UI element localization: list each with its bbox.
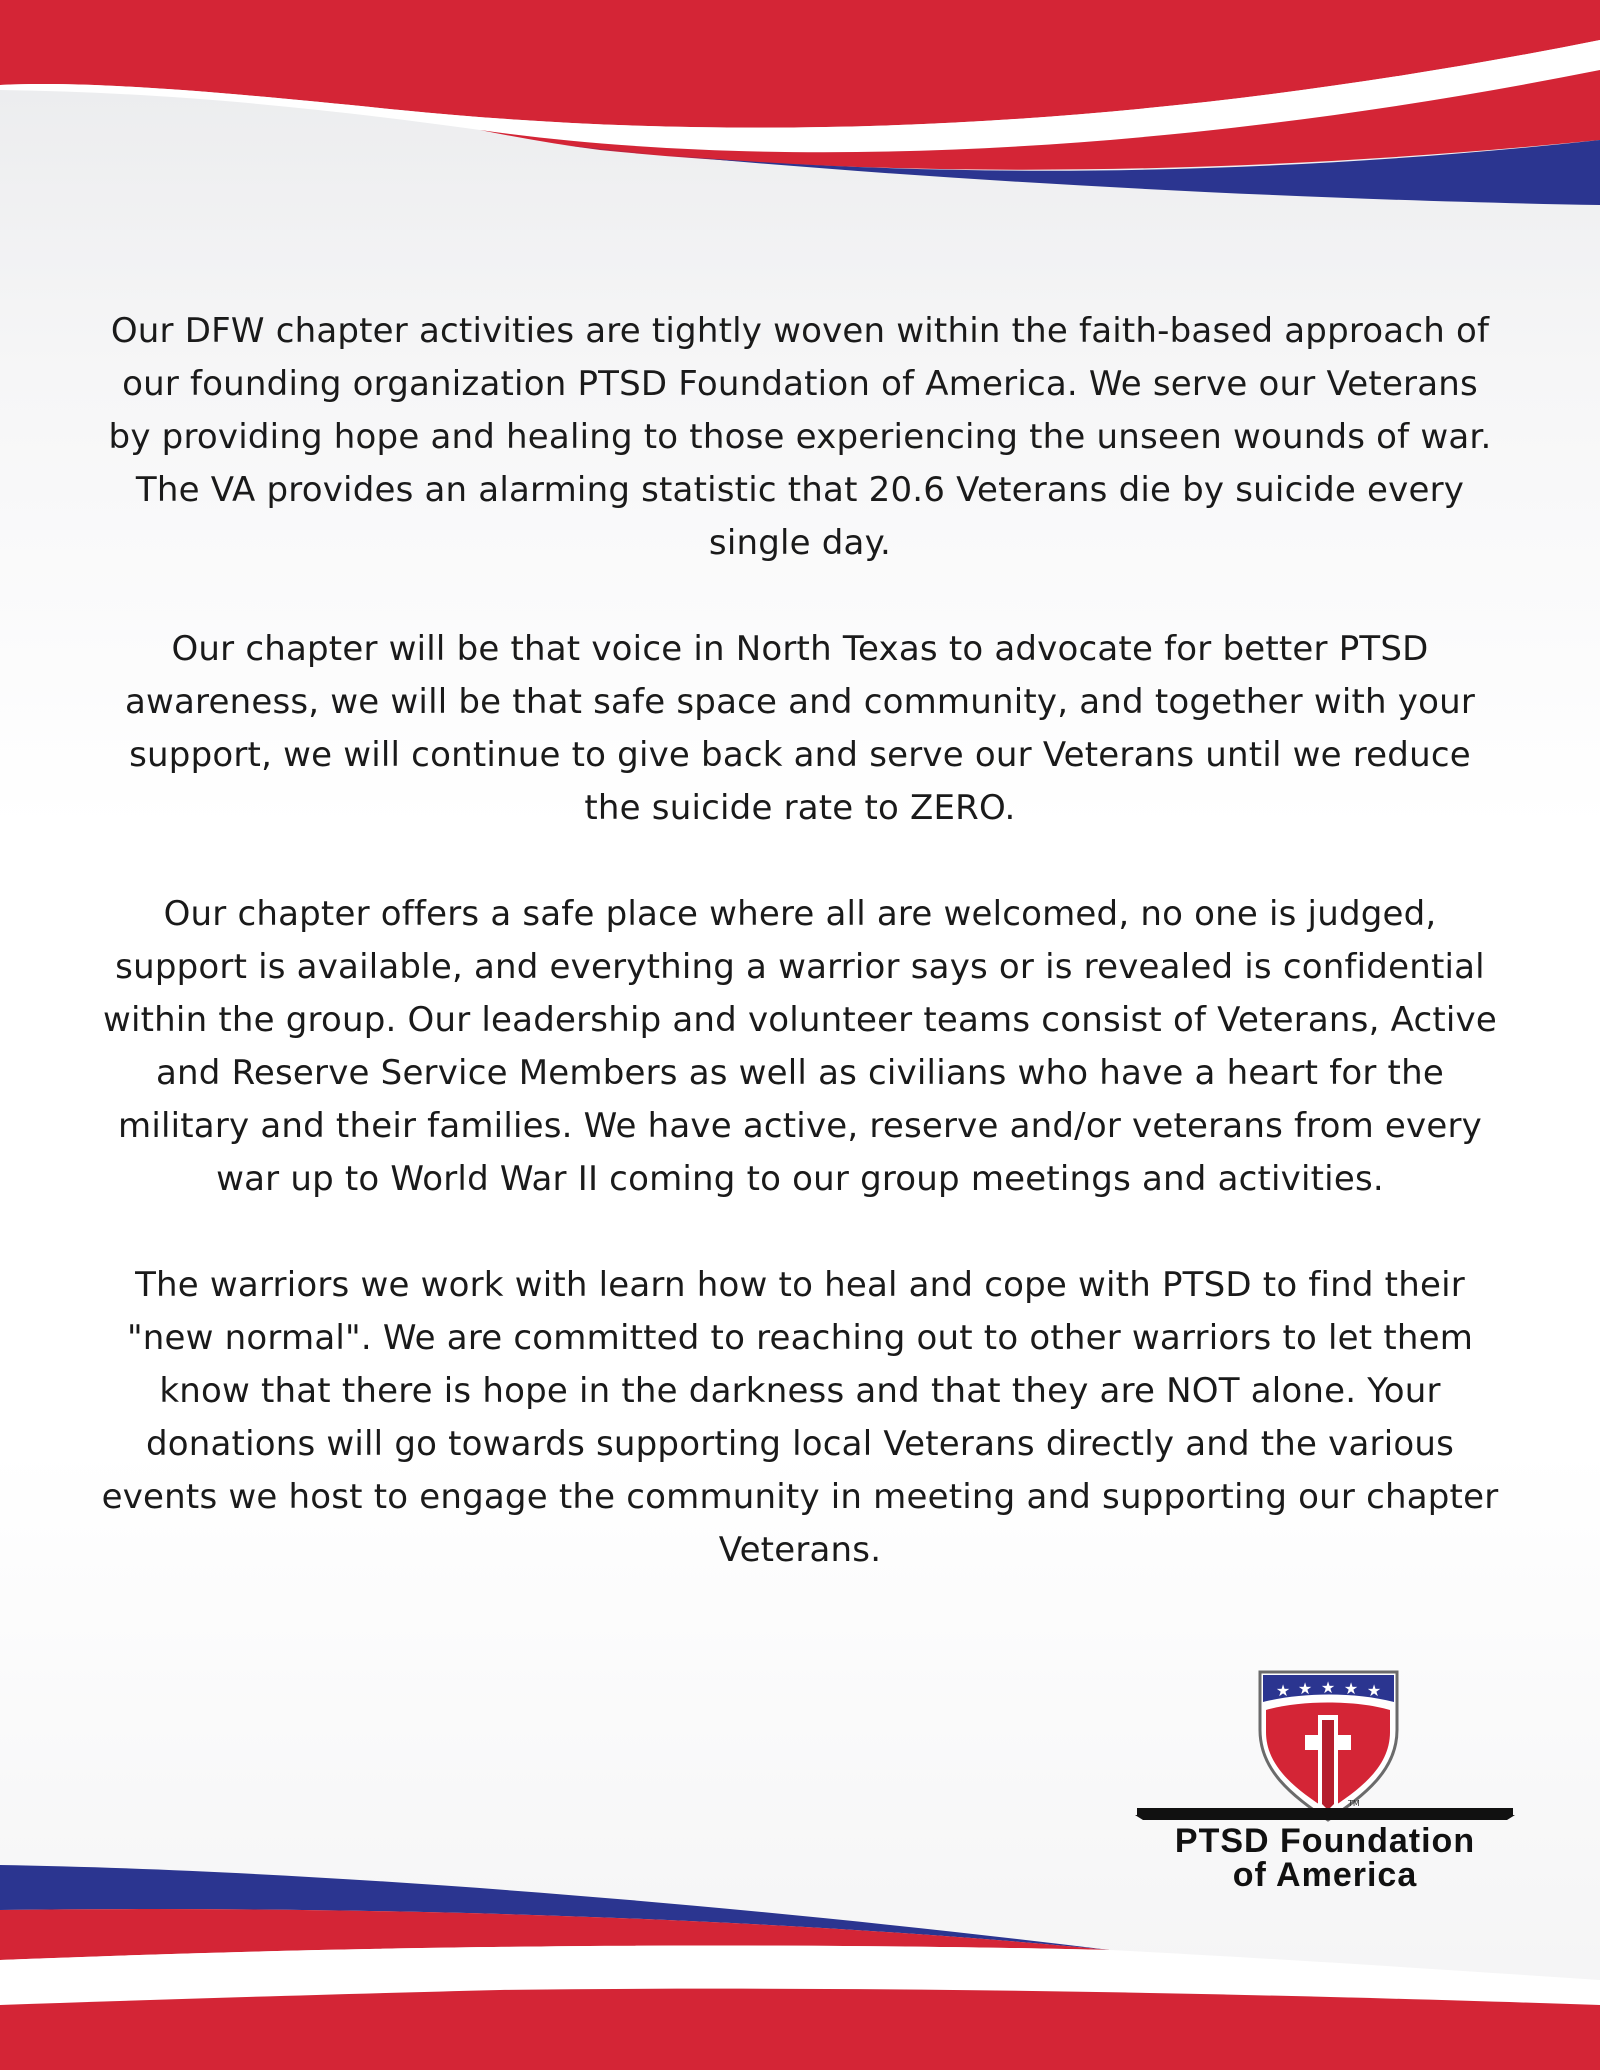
trademark-mark: TM: [1348, 1799, 1360, 1808]
paragraph-2: Our chapter will be that voice in North Texas to advocate for better PTSD awareness, we will be that safe space and community, and together with your support, we will continue to give back and serve our Veterans until we reduce the suicide rate to ZERO.: [124, 629, 1476, 828]
svg-text:★: ★: [1366, 1681, 1382, 1700]
svg-text:★: ★: [1320, 1678, 1336, 1697]
ptsd-foundation-logo: [1135, 1660, 1515, 1905]
paragraph-3: Our chapter offers a safe place where all are welcomed, no one is judged, support is available, and everything a warrior says or is revealed is confidential within the group. Our leadership and volunteer teams consist of Veterans, Active and Reserve Service Members as well as civilians who have a heart for the military and their families. We have active, reserve and/or veterans from every war up to World War II coming to our group meetings and activities.: [103, 894, 1497, 1199]
paragraph-1: Our DFW chapter activities are tightly woven within the faith-based approach of our founding organization PTSD Foundation of America. We serve our Veterans by providing hope and healing to those experiencing the unseen wounds of war. The VA provides an alarming statistic that 20.6 Veterans die by suicide every single day.: [108, 311, 1492, 563]
svg-text:★: ★: [1343, 1679, 1359, 1698]
svg-text:★: ★: [1297, 1679, 1313, 1698]
main-content: [100, 305, 1500, 1630]
top-flag-wave: [0, 0, 1600, 220]
logo-line2: of America: [1232, 1856, 1418, 1894]
svg-text:★: ★: [1275, 1681, 1291, 1700]
paragraph-4: The warriors we work with learn how to heal and cope with PTSD to find their "new normal". We are committed to reaching out to other warriors to let them know that there is hope in the darkness and that they are NOT alone. Your donations will go towards supporting local Veterans directly and the various events we host to engage the community in meeting and supporting our chapter Veterans.: [101, 1265, 1499, 1570]
shield-cross-stars-icon: [1135, 1660, 1515, 1825]
logo-line1: PTSD Foundation: [1174, 1822, 1476, 1860]
